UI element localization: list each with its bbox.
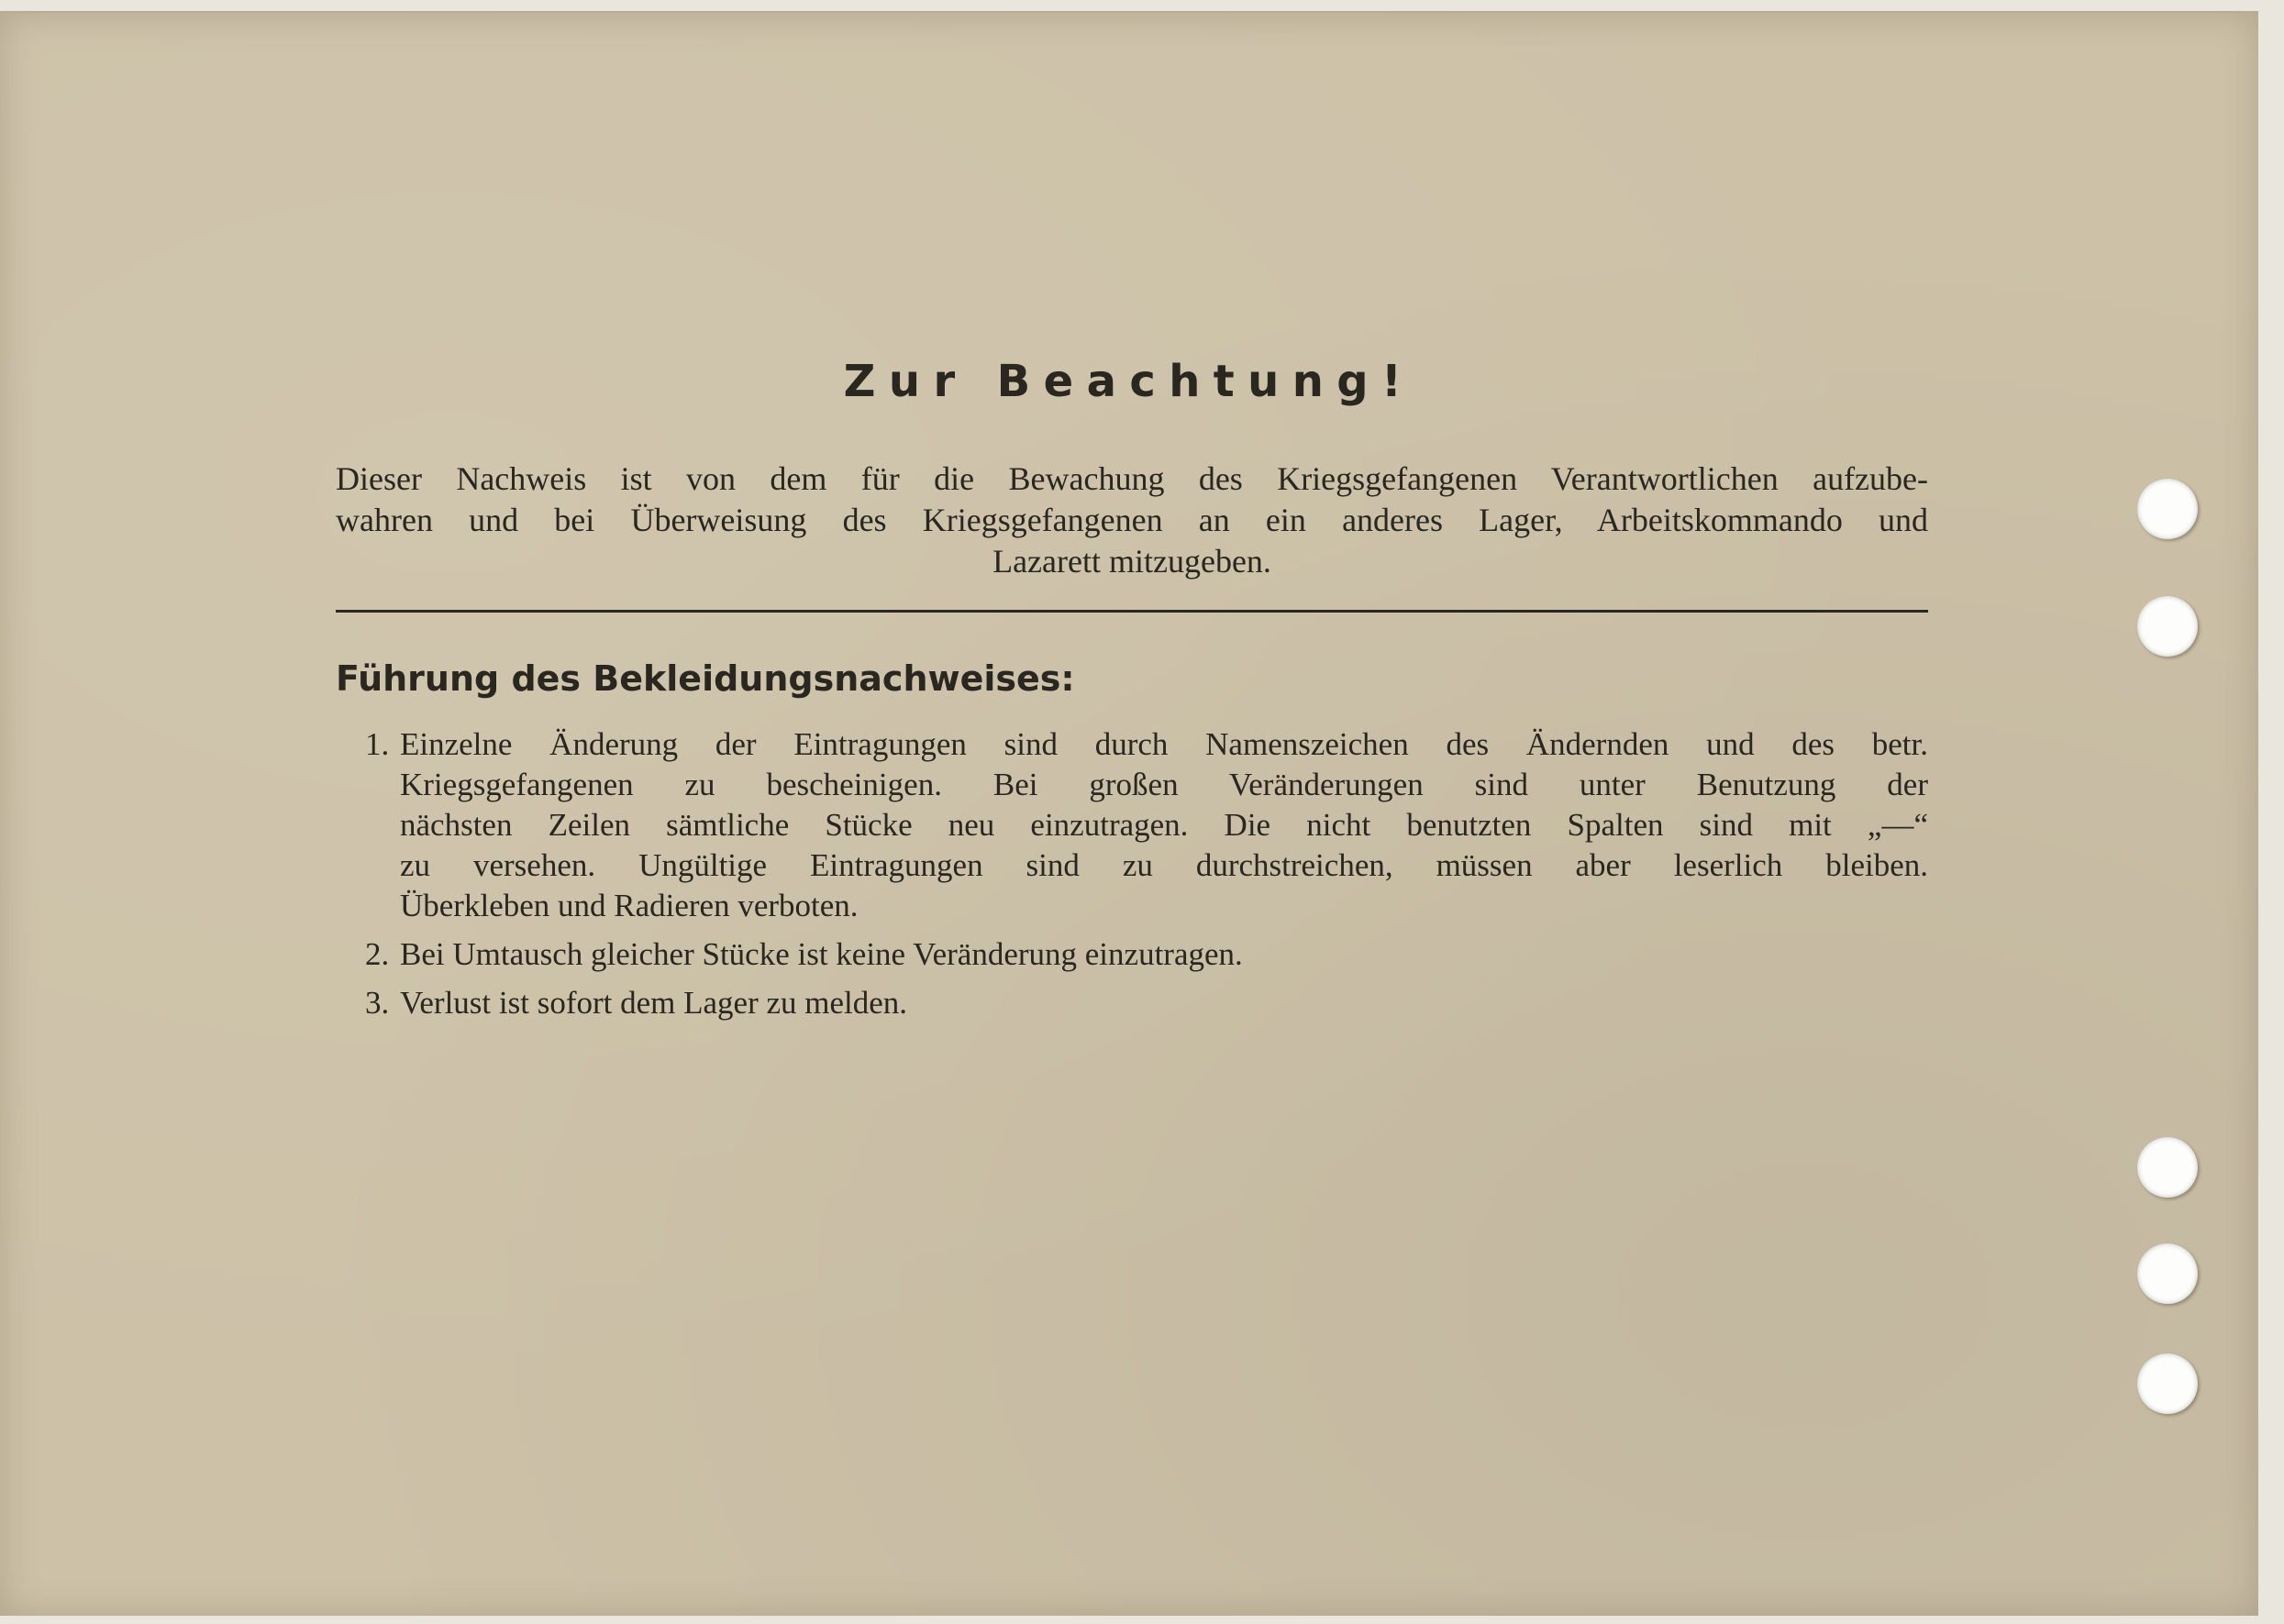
section-heading: Führung des Bekleidungsnachweises:: [336, 658, 1075, 699]
rule-text: [400, 724, 1928, 926]
rule-line: Einzelne Änderung der Eintragungen sind durch Namenszeichen des Ändernden und des betr.: [400, 726, 1928, 762]
rule-item: [365, 934, 1928, 975]
rule-number: 2.: [365, 936, 390, 972]
rule-item: [365, 983, 1928, 1023]
rules-list: [365, 724, 1928, 1032]
rule-line: Verlust ist sofort dem Lager zu melden.: [400, 985, 908, 1021]
punch-hole: [2137, 596, 2198, 657]
rule-line: Überkleben und Radieren verboten.: [400, 888, 859, 923]
rule-text: [400, 934, 1928, 975]
rule-item: [365, 724, 1928, 926]
rule-text: [400, 983, 1928, 1023]
rule-line: Bei Umtausch gleicher Stücke ist keine Veränderung einzutragen.: [400, 936, 1243, 972]
rule-line: nächsten Zeilen sämtliche Stücke neu einzutragen. Die nicht benutzten Spalten sind mit „—“: [400, 807, 1928, 843]
page-title: Zur Beachtung!: [843, 356, 1415, 407]
rule-line: zu versehen. Ungültige Eintragungen sind zu durchstreichen, müssen aber leserlich bleiben.: [400, 847, 1928, 883]
intro-line: wahren und bei Überweisung des Kriegsgefangenen an ein anderes Lager, Arbeitskommando und: [336, 502, 1928, 538]
divider-rule: [336, 610, 1928, 613]
punch-hole: [2137, 1137, 2198, 1198]
intro-line: Dieser Nachweis ist von dem für die Bewachung des Kriegsgefangenen Verantwortlichen aufzube-: [336, 460, 1928, 497]
intro-line: Lazarett mitzugeben.: [992, 543, 1271, 580]
rule-number: 3.: [365, 985, 390, 1021]
rule-line: Kriegsgefangenen zu bescheinigen. Bei großen Veränderungen sind unter Benutzung der: [400, 767, 1928, 802]
intro-paragraph: [336, 458, 1928, 582]
rule-number: 1.: [365, 726, 390, 762]
punch-hole: [2137, 1353, 2198, 1414]
punch-hole: [2137, 479, 2198, 539]
punch-hole: [2137, 1243, 2198, 1304]
